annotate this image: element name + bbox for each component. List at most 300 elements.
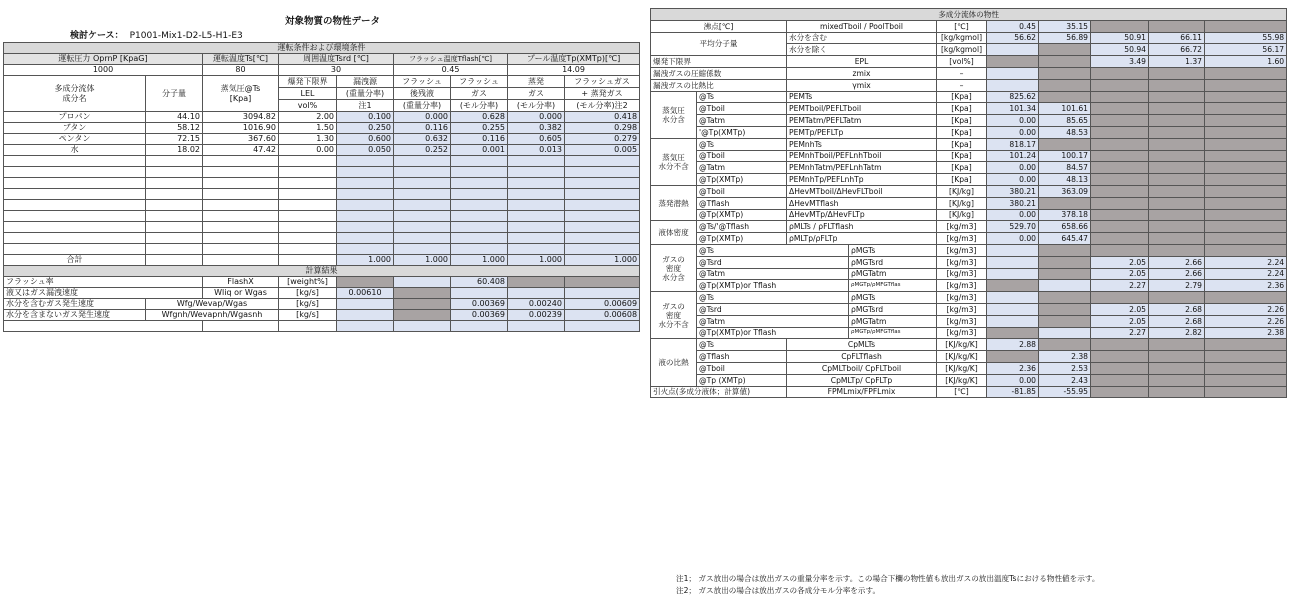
- vpw-at: @Tatm: [697, 115, 787, 127]
- gdw-c: 2.05: [1091, 268, 1149, 280]
- comp-header-row-1: [4, 76, 640, 88]
- ld-a: 529.70: [987, 221, 1039, 233]
- vp-header: [203, 76, 279, 112]
- vpn-label-line1: 蒸気圧: [662, 152, 685, 162]
- boil-row: [651, 20, 1287, 32]
- case-label: 検討ケース：: [70, 31, 124, 41]
- component-vp: 1016.90: [203, 123, 279, 134]
- ops-pressure-value: 1000: [4, 65, 203, 76]
- calc-fe: 0.00608: [565, 310, 640, 321]
- ev-header-3: (モル分率): [508, 100, 565, 112]
- cp-row: [651, 339, 1287, 351]
- ops-temp-header: 運転温度Ts[℃]: [203, 54, 279, 65]
- flash-temp-value: 0.45: [394, 65, 508, 76]
- gdn-label: [651, 292, 697, 339]
- lh-symbol: ΔHevMTboil/ΔHevFLTboil: [787, 185, 937, 197]
- gdn-e: 2.26: [1205, 315, 1287, 327]
- gdn-d: 2.68: [1149, 303, 1205, 315]
- ops-value-row: [4, 65, 640, 76]
- src-header-1: 漏洩源: [337, 76, 394, 88]
- total-src: 1.000: [337, 255, 394, 266]
- gdn-c: 2.05: [1091, 315, 1149, 327]
- calc-row-flash: [4, 277, 640, 288]
- component-fg: 0.628: [451, 112, 508, 123]
- component-fe: 0.298: [565, 123, 640, 134]
- component-name-header: [4, 76, 146, 112]
- mw-sub: 水分を除く: [787, 44, 937, 56]
- calc-unit: [weight%]: [279, 277, 337, 288]
- total-res: 1.000: [394, 255, 451, 266]
- src-input-cell[interactable]: [337, 211, 394, 222]
- lh-unit: [KJ/kg]: [937, 185, 987, 197]
- table-row: [4, 112, 640, 123]
- vpn-symbol: PEMnhTp/PEFLnhTp: [787, 174, 937, 186]
- vpw-a: 825.62: [987, 91, 1039, 103]
- ld-b: 645.47: [1039, 233, 1091, 245]
- vpw-at: '@Tp(XMTp): [697, 126, 787, 138]
- lh-unit: [KJ/kg]: [937, 209, 987, 221]
- footnote-1: 注1； ガス放出の場合は放出ガスの重量分率を示す。この場合下欄の物性値も放出ガスの放出温度Tsにおける物性値を示す。: [676, 574, 1100, 583]
- gdw-d: 2.66: [1149, 256, 1205, 268]
- flash-temp-header: フラッシュ温度Tflash[℃]: [394, 54, 508, 65]
- vpw-symbol: PEMTatm/PEFLTatm: [787, 115, 937, 127]
- mw-e: 55.98: [1205, 32, 1287, 44]
- gdn-row: [651, 315, 1287, 327]
- component-name: ペンタン: [4, 134, 146, 145]
- vpn-a: 0.00: [987, 174, 1039, 186]
- lh-at: @Tp(XMTp): [697, 209, 787, 221]
- gdw-symbol: ρMGTatm: [849, 268, 937, 280]
- gdn-label-line2: 密度: [665, 310, 682, 320]
- ld-a: 0.00: [987, 233, 1039, 245]
- lh-label: 蒸発潜熱: [651, 185, 697, 220]
- mixture-properties-table: [650, 8, 1287, 398]
- vpw-at: @Ts: [697, 91, 787, 103]
- lh-at: @Tflash: [697, 197, 787, 209]
- component-src[interactable]: 0.600: [337, 134, 394, 145]
- vpw-row: [651, 115, 1287, 127]
- fp-b: -55.95: [1039, 386, 1091, 398]
- total-fe: 1.000: [565, 255, 640, 266]
- res-header-2: 後残液: [394, 88, 451, 100]
- vpn-a: 818.17: [987, 138, 1039, 150]
- lh-row: [651, 197, 1287, 209]
- cp-row: [651, 351, 1287, 363]
- gdw-at: @Ts: [697, 244, 849, 256]
- table-row: [4, 145, 640, 156]
- component-res: 0.116: [394, 123, 451, 134]
- cp-a: 2.36: [987, 362, 1039, 374]
- gdw-c: 2.27: [1091, 280, 1149, 292]
- vpn-unit: [Kpa]: [937, 150, 987, 162]
- mw-c: 50.94: [1091, 44, 1149, 56]
- component-name: ブタン: [4, 123, 146, 134]
- vpn-row: [651, 150, 1287, 162]
- total-ev: 1.000: [508, 255, 565, 266]
- vpw-b: 85.65: [1039, 115, 1091, 127]
- gdw-symbol: ρMGTp/ρMFGTflas: [849, 280, 937, 292]
- cp-a: 2.88: [987, 339, 1039, 351]
- fg-header-1: フラッシュ: [451, 76, 508, 88]
- calc-unit: [kg/s]: [279, 299, 337, 310]
- ld-row: [651, 233, 1287, 245]
- component-name: 水: [4, 145, 146, 156]
- vpn-a: 101.24: [987, 150, 1039, 162]
- flashpoint-row: [651, 386, 1287, 398]
- vpn-row: [651, 138, 1287, 150]
- gdw-label: [651, 244, 697, 291]
- gdw-row: [651, 280, 1287, 292]
- calc-label: 水分を含まないガス発生速度: [4, 310, 146, 321]
- empty-row: [4, 167, 640, 178]
- vpw-a: 0.00: [987, 115, 1039, 127]
- component-name-header-line1: 多成分流体: [54, 83, 95, 93]
- calc-ev: 0.00240: [508, 299, 565, 310]
- component-name: プロパン: [4, 112, 146, 123]
- component-res: 0.000: [394, 112, 451, 123]
- gdn-d: 2.68: [1149, 315, 1205, 327]
- vpw-unit: [Kpa]: [937, 126, 987, 138]
- calc-label: フラッシュ率: [4, 277, 203, 288]
- epl-symbol: EPL: [787, 56, 937, 68]
- mw-header: 分子量: [146, 76, 203, 112]
- lh-row: [651, 209, 1287, 221]
- lh-a: 380.21: [987, 197, 1039, 209]
- cp-at: @Tflash: [697, 351, 787, 363]
- page-title: 対象物質の物性データ: [285, 16, 381, 27]
- calc-label: 液又はガス漏洩速度: [4, 288, 203, 299]
- empty-row: [4, 189, 640, 200]
- cp-at: @Tboil: [697, 362, 787, 374]
- gdw-d: 2.66: [1149, 268, 1205, 280]
- vpw-symbol: PEMTp/PEFLTp: [787, 126, 937, 138]
- lh-symbol: ΔHevMTp/ΔHevFLTp: [787, 209, 937, 221]
- empty-row: [4, 222, 640, 233]
- cp-unit: [KJ/kg/K]: [937, 362, 987, 374]
- lh-b: 378.18: [1039, 209, 1091, 221]
- cp-b: 2.43: [1039, 374, 1091, 386]
- component-src[interactable]: 0.050: [337, 145, 394, 156]
- ops-temp-value: 80: [203, 65, 279, 76]
- cp-a: 0.00: [987, 374, 1039, 386]
- vpn-unit: [Kpa]: [937, 174, 987, 186]
- ambient-temp-value: 30: [279, 65, 394, 76]
- ld-b: 658.66: [1039, 221, 1091, 233]
- component-fe: 0.005: [565, 145, 640, 156]
- fg-header-2: ガス: [451, 88, 508, 100]
- vp-header-line1: 蒸気圧@Ts: [220, 83, 261, 93]
- pool-temp-value: 14.09: [508, 65, 640, 76]
- gdw-symbol: ρMGTs: [849, 244, 937, 256]
- vpn-symbol: PEMnhTatm/PEFLnhTatm: [787, 162, 937, 174]
- calc-symbol: Wfgnh/Wevapnh/Wgasnh: [146, 310, 279, 321]
- calc-fg: 60.408: [451, 277, 508, 288]
- gdw-row: [651, 256, 1287, 268]
- vpw-a: 101.34: [987, 103, 1039, 115]
- gdw-at: @Tatm: [697, 268, 849, 280]
- mw-unit: [kg/kgmol]: [937, 32, 987, 44]
- gdn-symbol: ρMGTp/ρMFGTflas: [849, 327, 937, 339]
- gdw-e: 2.24: [1205, 256, 1287, 268]
- component-lel: 1.30: [279, 134, 337, 145]
- component-src[interactable]: 0.250: [337, 123, 394, 134]
- src-input-cell[interactable]: [337, 178, 394, 189]
- component-mw: 44.10: [146, 112, 203, 123]
- cp-symbol: CpMLTs: [787, 339, 937, 351]
- cp-row: [651, 362, 1287, 374]
- ev-header-1: 蒸発: [508, 76, 565, 88]
- component-fe: 0.279: [565, 134, 640, 145]
- ops-section-header: 運転条件および環境条件: [4, 43, 640, 54]
- vpw-row: [651, 103, 1287, 115]
- gdw-e: 2.36: [1205, 280, 1287, 292]
- gdn-label-line3: 水分不含: [658, 319, 689, 329]
- calc-unit: [kg/s]: [279, 288, 337, 299]
- component-fg: 0.001: [451, 145, 508, 156]
- cp-b: 2.53: [1039, 362, 1091, 374]
- fp-symbol: FPMLmix/FPFLmix: [787, 386, 937, 398]
- case-row: [70, 28, 243, 41]
- gdn-unit: [kg/m3]: [937, 315, 987, 327]
- empty-row: [4, 156, 640, 167]
- gdw-at: @Tsrd: [697, 256, 849, 268]
- component-lel: 0.00: [279, 145, 337, 156]
- vpn-symbol: PEMnhTs: [787, 138, 937, 150]
- gdn-e: 2.38: [1205, 327, 1287, 339]
- component-mw: 18.02: [146, 145, 203, 156]
- vpn-unit: [Kpa]: [937, 138, 987, 150]
- vpn-unit: [Kpa]: [937, 162, 987, 174]
- lel-header-1: 爆発下限界: [279, 76, 337, 88]
- component-lel: 2.00: [279, 112, 337, 123]
- calc-section-header: 計算結果: [4, 266, 640, 277]
- src-input-cell[interactable]: [337, 156, 394, 167]
- ld-at: @Ts/'@Tflash: [697, 221, 787, 233]
- component-src[interactable]: 0.100: [337, 112, 394, 123]
- gdn-symbol: ρMGTsrd: [849, 303, 937, 315]
- component-ev: 0.382: [508, 123, 565, 134]
- vpw-row: [651, 126, 1287, 138]
- src-input-cell[interactable]: [337, 200, 394, 211]
- gdn-at: @Tp(XMTp)or Tflash: [697, 327, 849, 339]
- vpn-b: 100.17: [1039, 150, 1091, 162]
- calc-label: 水分を含むガス発生速度: [4, 299, 146, 310]
- lh-unit: [KJ/kg]: [937, 197, 987, 209]
- src-input-cell[interactable]: [337, 167, 394, 178]
- gdn-symbol: ρMGTs: [849, 292, 937, 304]
- epl-e: 1.60: [1205, 56, 1287, 68]
- calc-src: 0.00610: [337, 288, 394, 299]
- gdw-unit: [kg/m3]: [937, 256, 987, 268]
- ld-row: [651, 221, 1287, 233]
- cp-b: 2.38: [1039, 351, 1091, 363]
- vpn-symbol: PEMnhTboil/PEFLnhTboil: [787, 150, 937, 162]
- gdw-d: 2.79: [1149, 280, 1205, 292]
- vpw-symbol: PEMTboil/PEFLTboil: [787, 103, 937, 115]
- epl-unit: [vol%]: [937, 56, 987, 68]
- vpw-at: @Tboil: [697, 103, 787, 115]
- vpn-label: [651, 138, 697, 185]
- src-header-2: (重量分率): [337, 88, 394, 100]
- res-header-3: (重量分率): [394, 100, 451, 112]
- vpw-unit: [Kpa]: [937, 91, 987, 103]
- vpn-at: @Tatm: [697, 162, 787, 174]
- total-fg: 1.000: [451, 255, 508, 266]
- mw-d: 66.11: [1149, 32, 1205, 44]
- gdw-label-line2: 密度: [665, 263, 682, 273]
- ld-symbol: ρMLTs / ρFLTflash: [787, 221, 937, 233]
- gdn-e: 2.26: [1205, 303, 1287, 315]
- gdw-e: 2.24: [1205, 268, 1287, 280]
- vpn-row: [651, 162, 1287, 174]
- src-input-cell[interactable]: [337, 222, 394, 233]
- fe-header-1: フラッシュガス: [565, 76, 640, 88]
- gdn-at: @Tatm: [697, 315, 849, 327]
- vpw-a: 0.00: [987, 126, 1039, 138]
- gmix-label: 漏洩ガスの比熱比: [651, 79, 787, 91]
- lh-b: 363.09: [1039, 185, 1091, 197]
- vpn-b: 84.57: [1039, 162, 1091, 174]
- calc-unit: [kg/s]: [279, 310, 337, 321]
- gdn-symbol: ρMGTatm: [849, 315, 937, 327]
- cp-at: @Tp (XMTp): [697, 374, 787, 386]
- zmix-unit: –: [937, 67, 987, 79]
- gmix-unit: –: [937, 79, 987, 91]
- gdn-label-line1: ガスの: [662, 301, 685, 311]
- mw-d: 66.72: [1149, 44, 1205, 56]
- vpn-b: 48.13: [1039, 174, 1091, 186]
- conditions-table: [3, 42, 640, 332]
- vpn-at: @Tp(XMTp): [697, 174, 787, 186]
- total-label: 合計: [4, 255, 146, 266]
- vpw-unit: [Kpa]: [937, 103, 987, 115]
- boil-unit: [℃]: [937, 20, 987, 32]
- gdn-unit: [kg/m3]: [937, 327, 987, 339]
- vpw-label-line1: 蒸気圧: [662, 105, 685, 115]
- component-mw: 58.12: [146, 123, 203, 134]
- calc-row-leak: [4, 288, 640, 299]
- gdw-row: [651, 244, 1287, 256]
- component-mw: 72.15: [146, 134, 203, 145]
- cp-label: 液の比熱: [651, 339, 697, 386]
- calc-fg: 0.00369: [451, 310, 508, 321]
- footnote-2: 注2； ガス放出の場合は放出ガスの各成分モル分率を示す。: [676, 586, 881, 595]
- boil-a: 0.45: [987, 20, 1039, 32]
- epl-label: 爆発下限界: [651, 56, 787, 68]
- gdw-label-line1: ガスの: [662, 254, 685, 264]
- calc-fg: 0.00369: [451, 299, 508, 310]
- footnotes: [676, 573, 1099, 597]
- vpw-b: 48.53: [1039, 126, 1091, 138]
- gmix-row: [651, 79, 1287, 91]
- vpw-row: [651, 91, 1287, 103]
- component-res: 0.632: [394, 134, 451, 145]
- zmix-label: 漏洩ガスの圧縮係数: [651, 67, 787, 79]
- gdw-unit: [kg/m3]: [937, 268, 987, 280]
- lh-a: 0.00: [987, 209, 1039, 221]
- ld-unit: [kg/m3]: [937, 233, 987, 245]
- cp-unit: [KJ/kg/K]: [937, 351, 987, 363]
- table-row: [4, 134, 640, 145]
- empty-row: [4, 200, 640, 211]
- mw-row-wet: [651, 32, 1287, 44]
- gdn-row: [651, 327, 1287, 339]
- src-input-cell[interactable]: [337, 189, 394, 200]
- src-input-cell[interactable]: [337, 244, 394, 255]
- gmix-symbol: γmix: [787, 79, 937, 91]
- mw-b: 56.89: [1039, 32, 1091, 44]
- boil-symbol: mixedTboil / PoolTboil: [787, 20, 937, 32]
- gdw-label-line3: 水分含: [662, 272, 685, 282]
- calc-symbol: FlashX: [203, 277, 279, 288]
- boil-label: 沸点[℃]: [651, 20, 787, 32]
- fp-a: -81.85: [987, 386, 1039, 398]
- vpw-label-line2: 水分含: [662, 114, 685, 124]
- component-name-header-line2: 成分名: [62, 93, 87, 103]
- mw-c: 50.91: [1091, 32, 1149, 44]
- component-fg: 0.255: [451, 123, 508, 134]
- mixture-section-header: 多成分流体の物性: [651, 9, 1287, 21]
- vpw-label: [651, 91, 697, 138]
- ambient-temp-header: 周囲温度Tsrd [℃]: [279, 54, 394, 65]
- lh-a: 380.21: [987, 185, 1039, 197]
- gdn-row: [651, 303, 1287, 315]
- gdw-symbol: ρMGTsrd: [849, 256, 937, 268]
- mw-label: 平均分子量: [651, 32, 787, 56]
- gdn-unit: [kg/m3]: [937, 292, 987, 304]
- pool-temp-header: プール温度Tp(XMTp)[℃]: [508, 54, 640, 65]
- calc-row-dry-gas: [4, 310, 640, 321]
- gdw-unit: [kg/m3]: [937, 280, 987, 292]
- lh-symbol: ΔHevMTflash: [787, 197, 937, 209]
- mw-e: 56.17: [1205, 44, 1287, 56]
- cp-symbol: CpFLTflash: [787, 351, 937, 363]
- vpn-a: 0.00: [987, 162, 1039, 174]
- component-ev: 0.605: [508, 134, 565, 145]
- gdn-at: @Ts: [697, 292, 849, 304]
- component-res: 0.252: [394, 145, 451, 156]
- cp-symbol: CpMLTp/ CpFLTp: [787, 374, 937, 386]
- empty-row: [4, 321, 640, 332]
- ld-symbol: ρMLTp/ρFLTp: [787, 233, 937, 245]
- component-lel: 1.50: [279, 123, 337, 134]
- cp-at: @Ts: [697, 339, 787, 351]
- lel-header-3: vol%: [279, 100, 337, 112]
- vpn-label-line2: 水分不含: [658, 161, 689, 171]
- lh-at: @Tboil: [697, 185, 787, 197]
- vp-header-line2: [Kpa]: [229, 93, 252, 103]
- gdw-unit: [kg/m3]: [937, 244, 987, 256]
- table-row: [4, 123, 640, 134]
- gdn-row: [651, 292, 1287, 304]
- ops-pressure-header: 運転圧力 OprnP [KpaG]: [4, 54, 203, 65]
- case-value: P1001-Mix1-D2-L5-H1-E3: [129, 31, 243, 41]
- total-row: [4, 255, 640, 266]
- zmix-row: [651, 67, 1287, 79]
- calc-symbol: Wliq or Wgas: [203, 288, 279, 299]
- gdn-c: 2.27: [1091, 327, 1149, 339]
- fe-header-3: (モル分率)注2: [565, 100, 640, 112]
- vpw-b: 101.61: [1039, 103, 1091, 115]
- vpn-row: [651, 174, 1287, 186]
- calc-ev: 0.00239: [508, 310, 565, 321]
- component-vp: 367.60: [203, 134, 279, 145]
- calc-fe: 0.00609: [565, 299, 640, 310]
- component-vp: 3094.82: [203, 112, 279, 123]
- src-input-cell[interactable]: [337, 233, 394, 244]
- lh-row: [651, 185, 1287, 197]
- empty-row: [4, 233, 640, 244]
